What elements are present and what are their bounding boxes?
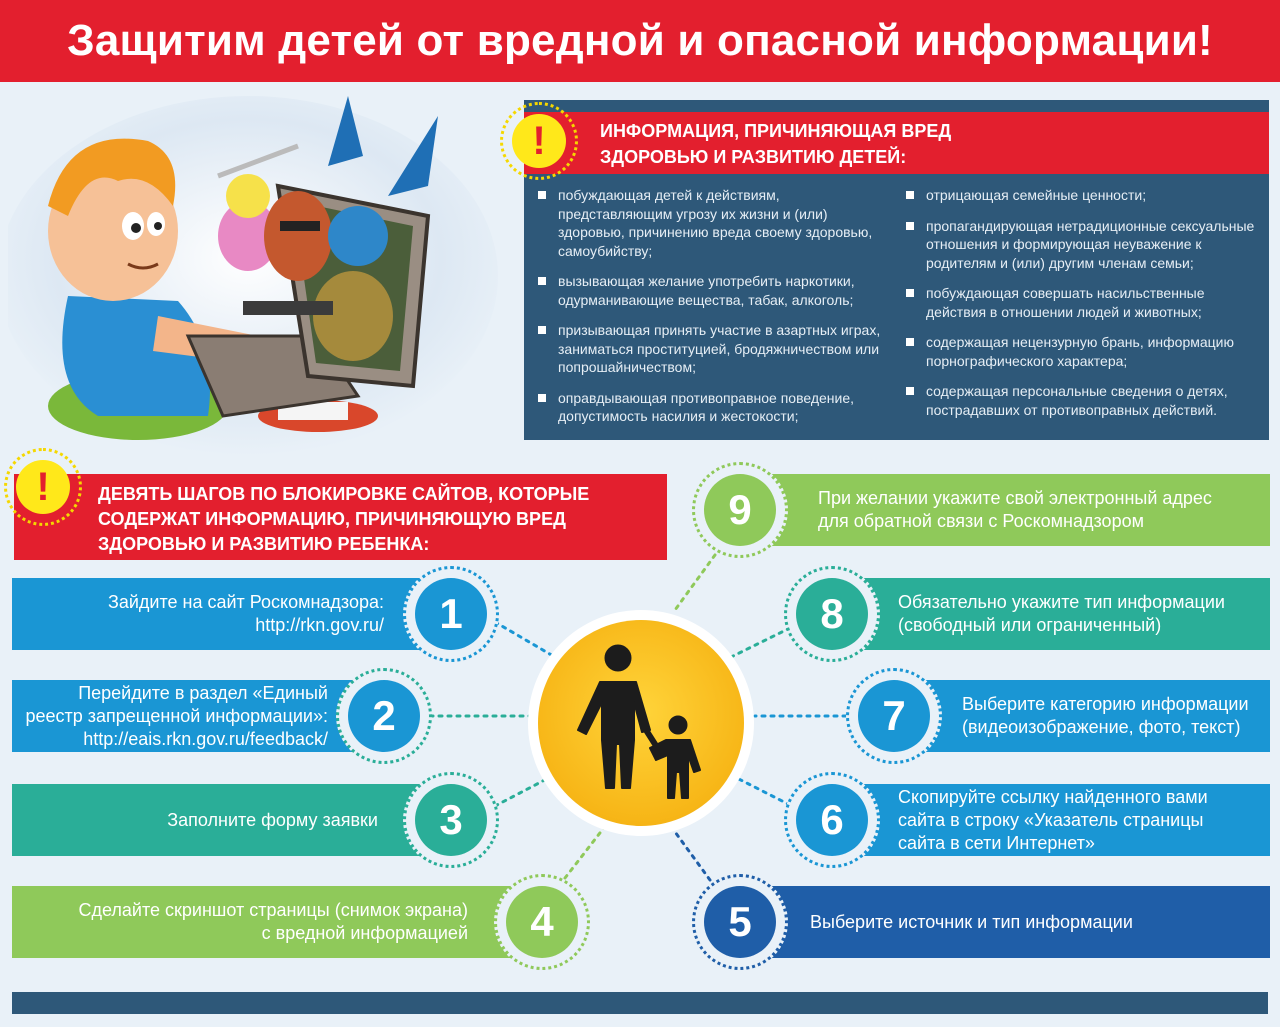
harm-title-line: ИНФОРМАЦИЯ, ПРИЧИНЯЮЩАЯ ВРЕД [600, 121, 952, 141]
step-number-label: 5 [704, 886, 776, 958]
step-text-2 [14, 680, 328, 752]
harm-list-item: вызывающая желание употребить наркотики, одурманивающие вещества, табак, алкоголь; [538, 272, 888, 309]
harm-list-item: пропагандирующая нетрадиционные сексуальные отношения и формирующая неуважение к родителям и (или) другим членам семьи; [906, 217, 1266, 273]
step-text-4 [20, 886, 468, 958]
harm-list-item: содержащая персональные сведения о детях, пострадавших от противоправных действий. [906, 382, 1266, 419]
step-number-label: 8 [796, 578, 868, 650]
harm-list-item: побуждающая детей к действиям, представляющим угрозу их жизни и (или) здоровью, причинению вреда своему здоровью, самоубийству; [538, 186, 888, 260]
step-text-line: Заполните форму заявки [167, 809, 378, 830]
step-number-7 [846, 668, 942, 764]
step-link[interactable]: http://rkn.gov.ru/ [255, 615, 384, 635]
step-number-4 [494, 874, 590, 970]
step-text-9 [818, 474, 1258, 546]
harm-list-item: содержащая нецензурную брань, информацию порнографического характера; [906, 333, 1266, 370]
step-text-6 [898, 784, 1264, 856]
step-number-9 [692, 462, 788, 558]
step-number-8 [784, 566, 880, 662]
harm-list-item: отрицающая семейные ценности; [906, 186, 1266, 205]
step-text-line: При желании укажите свой электронный адрес [818, 488, 1212, 508]
step-number-label: 7 [858, 680, 930, 752]
step-number-label: 4 [506, 886, 578, 958]
step-text-line: Зайдите на сайт Роскомнадзора: [107, 592, 384, 612]
step-number-2 [336, 668, 432, 764]
page-title: Защитим детей от вредной и опасной информации! [67, 16, 1213, 65]
exclamation-icon: ! [512, 114, 566, 168]
harm-list-item: побуждающая совершать насильственные действия в отношении людей и животных; [906, 284, 1266, 321]
steps-title-line: ЗДОРОВЬЮ И РАЗВИТИЮ РЕБЕНКА: [98, 534, 430, 554]
step-text-1 [20, 578, 384, 650]
step-number-label: 9 [704, 474, 776, 546]
harm-list-item: оправдывающая противоправное поведение, допустимость насилия и жестокости; [538, 389, 888, 426]
parent-child-icon [538, 620, 744, 826]
parent-child-badge-inner [538, 620, 744, 826]
step-number-label: 6 [796, 784, 868, 856]
step-text-line: с вредной информацией [261, 923, 468, 943]
parent-child-badge [528, 610, 754, 836]
exclamation-icon: ! [16, 460, 70, 514]
step-text-line: сайта в строку «Указатель страницы [898, 809, 1204, 830]
step-number-label: 1 [415, 578, 487, 650]
step-text-line: Перейдите в раздел «Единый [78, 682, 328, 703]
step-number-6 [784, 772, 880, 868]
step-text-7 [962, 680, 1268, 752]
step-text-line: (свободный или ограниченный) [898, 615, 1162, 635]
harm-list-item: призывающая принять участие в азартных играх, заниматься проституцией, бродяжничеством или попрошайничеством; [538, 321, 888, 377]
step-number-label: 3 [415, 784, 487, 856]
step-number-label: 2 [348, 680, 420, 752]
step-text-line: Обязательно укажите тип информации [898, 592, 1225, 612]
step-link[interactable]: http://eais.rkn.gov.ru/feedback/ [83, 728, 328, 749]
step-text-line: реестр запрещенной информации»: [25, 705, 328, 726]
step-number-5 [692, 874, 788, 970]
step-text-line: для обратной связи с Роскомнадзором [818, 511, 1144, 531]
step-text-line: Сделайте скриншот страницы (снимок экрана) [78, 900, 468, 920]
step-number-1 [403, 566, 499, 662]
steps-title-line: ДЕВЯТЬ ШАГОВ ПО БЛОКИРОВКЕ САЙТОВ, КОТОРЫЕ [98, 484, 590, 504]
step-text-line: Выберите категорию информации [962, 694, 1249, 714]
step-text-8 [898, 578, 1264, 650]
step-text-5 [810, 886, 1260, 958]
harm-title-line: ЗДОРОВЬЮ И РАЗВИТИЮ ДЕТЕЙ: [600, 147, 907, 167]
step-number-3 [403, 772, 499, 868]
step-text-line: (видеоизображение, фото, текст) [962, 717, 1241, 737]
steps-title-line: СОДЕРЖАТ ИНФОРМАЦИЮ, ПРИЧИНЯЮЩУЮ ВРЕД [98, 509, 566, 529]
footer-bar [12, 992, 1268, 1014]
step-text-line: сайта в сети Интернет» [898, 832, 1095, 853]
step-text-3 [20, 784, 378, 856]
step-text-line: Скопируйте ссылку найденного вами [898, 786, 1208, 807]
step-text-line: Выберите источник и тип информации [810, 911, 1133, 932]
